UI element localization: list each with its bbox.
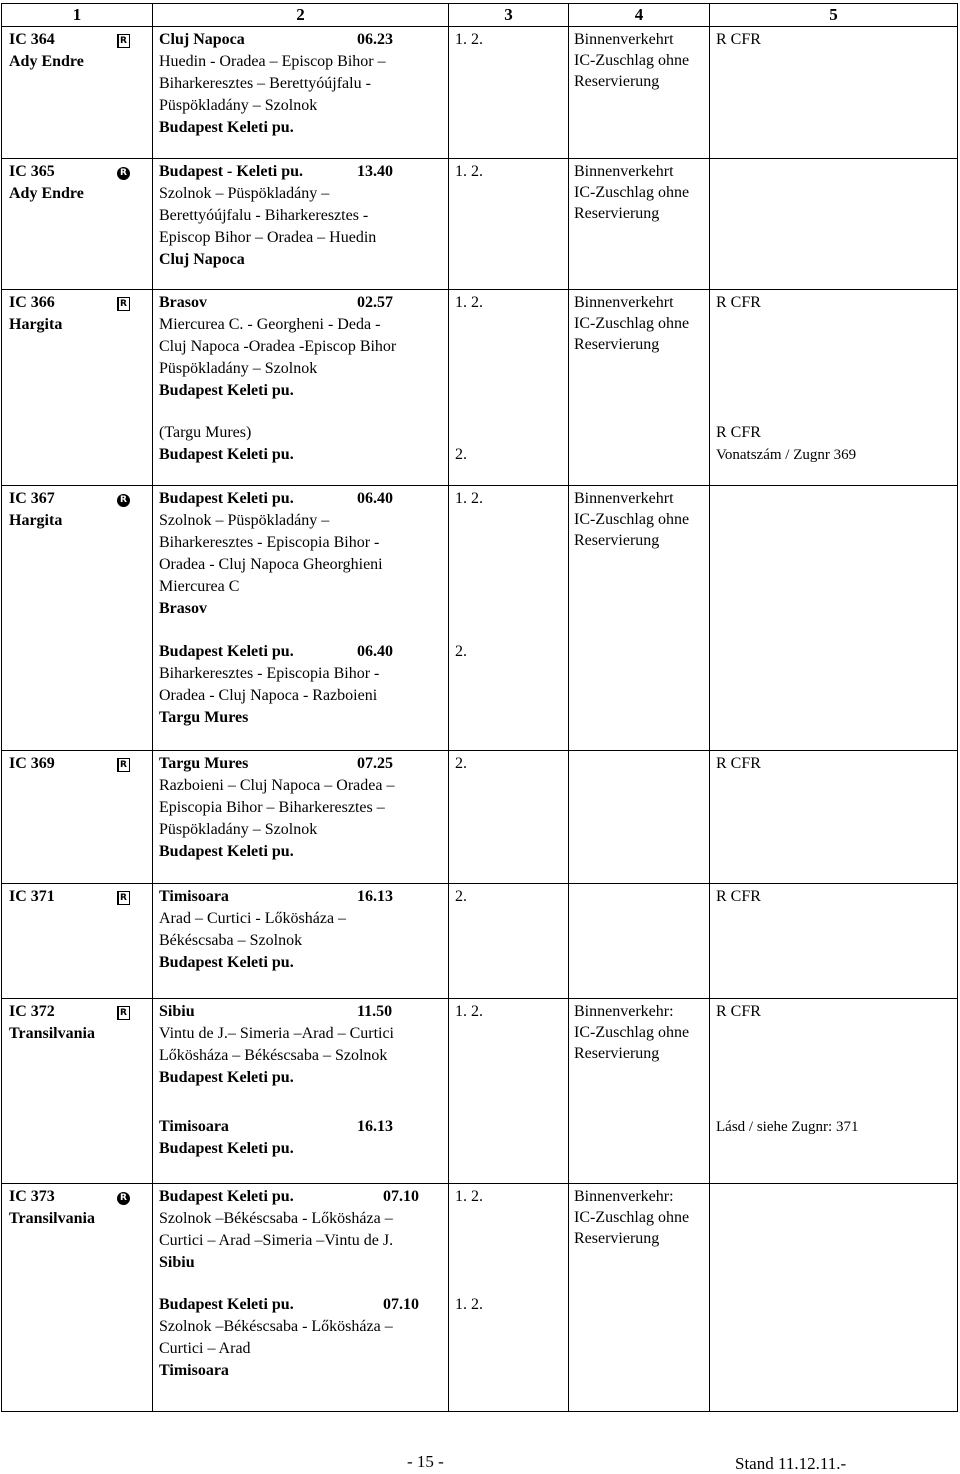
- table-row: [2, 159, 958, 290]
- route-start: Timisoara: [159, 888, 229, 905]
- stand-date: Stand 11.12.11.-: [735, 1454, 847, 1473]
- route-stop: Curtici – Arad: [159, 1339, 251, 1357]
- table-row: [2, 486, 958, 639]
- route-end: Budapest Keleti pu.: [159, 843, 294, 860]
- reservation-required-icon: R: [117, 494, 130, 507]
- info-line: IC-Zuschlag ohne: [574, 1209, 690, 1226]
- table-row-branch: [2, 420, 958, 486]
- departure-time: 16.13: [357, 888, 393, 905]
- classes: 1. 2.: [455, 1295, 483, 1313]
- route-stop: Szolnok –Békéscsaba - Lőkösháza –: [159, 1210, 393, 1227]
- route-stop: Episcop Bihor – Oradea – Huedin: [159, 229, 377, 246]
- route-stop: Szolnok – Püspökladány –: [159, 512, 330, 529]
- classes: 1. 2.: [455, 1188, 483, 1205]
- info-line: Binnenverkehr:: [574, 1188, 674, 1205]
- classes: 2.: [455, 642, 467, 660]
- classes: 2.: [455, 888, 467, 905]
- reservation: R CFR: [716, 1003, 761, 1020]
- route-start: Budapest Keleti pu.: [159, 1295, 294, 1313]
- route-start: Cluj Napoca: [159, 31, 245, 48]
- route-stop: Biharkeresztes – Berettyóújfalu -: [159, 75, 371, 92]
- header-col-1: 1: [2, 4, 153, 27]
- info-line: IC-Zuschlag ohne: [574, 52, 690, 69]
- table-row: [2, 27, 958, 159]
- train-name: Transilvania: [9, 1025, 95, 1042]
- reservation: R CFR: [716, 755, 761, 772]
- info-line: Reservierung: [574, 1230, 660, 1247]
- departure-time: 02.57: [357, 294, 393, 311]
- timetable: [1, 3, 958, 1412]
- route-start: Budapest Keleti pu.: [159, 642, 294, 660]
- route-stop: Püspökladány – Szolnok: [159, 821, 318, 838]
- route-end: Budapest Keleti pu.: [159, 954, 294, 971]
- route-stop: Huedin - Oradea – Episcop Bihor –: [159, 53, 386, 70]
- classes: 1. 2.: [455, 490, 483, 507]
- route-end: Budapest Keleti pu.: [159, 1139, 294, 1157]
- route-stop: Oradea - Cluj Napoca - Razboieni: [159, 686, 378, 704]
- train-number: IC 366: [9, 294, 55, 311]
- info-line: Reservierung: [574, 73, 660, 90]
- info-line: Binnenverkehrt: [574, 163, 674, 180]
- route-stop: Miercurea C. - Georgheni - Deda -: [159, 316, 381, 333]
- info-line: IC-Zuschlag ohne: [574, 511, 690, 528]
- info-line: Reservierung: [574, 1045, 660, 1062]
- route-end: Budapest Keleti pu.: [159, 1069, 294, 1086]
- reservation: [710, 1184, 957, 1186]
- departure-time: 06.40: [357, 642, 393, 660]
- route-stop: Curtici – Arad –Simeria –Vintu de J.: [159, 1232, 394, 1249]
- route-start: Targu Mures: [159, 755, 249, 772]
- reservation-optional-icon: R: [117, 34, 130, 48]
- route-stop: Episcopia Bihor – Biharkeresztes –: [159, 799, 385, 816]
- header-col-5: 5: [710, 4, 958, 27]
- departure-time: 06.23: [357, 31, 393, 48]
- info-line: Reservierung: [574, 205, 660, 222]
- table-row-branch: [2, 1114, 958, 1184]
- route-start: Budapest Keleti pu.: [159, 490, 294, 507]
- reservation: R CFR: [716, 423, 761, 441]
- route-end: Budapest Keleti pu.: [159, 445, 294, 463]
- table-row: [2, 751, 958, 884]
- route-stop: Arad – Curtici - Lőkösháza –: [159, 910, 347, 927]
- table-row: [2, 884, 958, 999]
- train-number: IC 365: [9, 163, 55, 180]
- page-footer: [0, 1452, 960, 1474]
- route-stop: (Targu Mures): [159, 423, 252, 441]
- classes: 1. 2.: [455, 163, 483, 180]
- train-number: IC 369: [9, 755, 55, 772]
- route-stop: Cluj Napoca -Oradea -Episcop Bihor: [159, 338, 397, 355]
- classes: 2.: [455, 755, 467, 772]
- table-row-branch: [2, 1292, 958, 1412]
- route-start: Budapest Keleti pu.: [159, 1188, 294, 1205]
- reservation-optional-icon: R: [117, 891, 130, 905]
- route-end: Brasov: [159, 600, 207, 617]
- classes: 1. 2.: [455, 31, 483, 48]
- reservation-optional-icon: R: [117, 1006, 130, 1020]
- route-stop: Biharkeresztes - Episcopia Bihor -: [159, 534, 380, 551]
- table-row: [2, 1184, 958, 1292]
- route-start: Sibiu: [159, 1003, 195, 1020]
- route-stop: Vintu de J.– Simeria –Arad – Curtici: [159, 1025, 394, 1042]
- info-line: Binnenverkehrt: [574, 31, 674, 48]
- header-col-4: 4: [569, 4, 710, 27]
- train-number: IC 367: [9, 490, 55, 507]
- info-line: Binnenverkehr:: [574, 1003, 674, 1020]
- reservation-optional-icon: R: [117, 758, 130, 772]
- route-end: Cluj Napoca: [159, 251, 245, 268]
- info-line: Reservierung: [574, 532, 660, 549]
- departure-time: 07.25: [357, 755, 393, 772]
- route-stop: Békéscsaba – Szolnok: [159, 932, 303, 949]
- reservation: R CFR: [716, 294, 761, 311]
- departure-time: 07.10: [383, 1188, 419, 1205]
- train-number: IC 371: [9, 888, 55, 905]
- classes: 2.: [455, 445, 467, 463]
- route-end: Budapest Keleti pu.: [159, 119, 294, 136]
- header-col-2: 2: [153, 4, 449, 27]
- reservation-optional-icon: R: [117, 297, 130, 311]
- page-number: - 15 -: [407, 1452, 444, 1471]
- info-line: Binnenverkehrt: [574, 294, 674, 311]
- route-end: Budapest Keleti pu.: [159, 382, 294, 399]
- header-col-3: 3: [449, 4, 569, 27]
- route-stop: Berettyóújfalu - Biharkeresztes -: [159, 207, 369, 224]
- table-row: [2, 999, 958, 1114]
- route-end: Timisoara: [159, 1361, 229, 1379]
- route-stop: Miercurea C: [159, 578, 240, 595]
- route-stop: Püspökladány – Szolnok: [159, 360, 318, 377]
- route-start: Timisoara: [159, 1117, 229, 1135]
- table-row: [2, 290, 958, 420]
- route-stop: Püspökladány – Szolnok: [159, 97, 318, 114]
- reservation: [710, 486, 957, 488]
- route-stop: Razboieni – Cluj Napoca – Oradea –: [159, 777, 395, 794]
- classes: 1. 2.: [455, 294, 483, 311]
- reservation-note: Vonatszám / Zugnr 369: [716, 446, 857, 463]
- info-line: IC-Zuschlag ohne: [574, 315, 690, 332]
- train-number: IC 364: [9, 31, 55, 48]
- reservation: R CFR: [716, 888, 761, 905]
- train-number: IC 372: [9, 1003, 55, 1020]
- departure-time: 16.13: [357, 1117, 393, 1135]
- reservation: R CFR: [716, 31, 761, 48]
- route-stop: Biharkeresztes - Episcopia Bihor -: [159, 664, 380, 682]
- info-line: IC-Zuschlag ohne: [574, 1024, 690, 1041]
- train-number: IC 373: [9, 1188, 55, 1205]
- reservation-required-icon: R: [117, 167, 130, 180]
- departure-time: 06.40: [357, 490, 393, 507]
- route-start: Brasov: [159, 294, 207, 311]
- train-name: Ady Endre: [9, 185, 84, 202]
- departure-time: 13.40: [357, 163, 393, 180]
- info-line: IC-Zuschlag ohne: [574, 184, 690, 201]
- train-name: Hargita: [9, 512, 63, 529]
- info-line: Binnenverkehrt: [574, 490, 674, 507]
- route-start: Budapest - Keleti pu.: [159, 163, 304, 180]
- classes: 1. 2.: [455, 1003, 483, 1020]
- route-end: Targu Mures: [159, 708, 249, 726]
- train-name: Ady Endre: [9, 53, 84, 70]
- train-name: Hargita: [9, 316, 63, 333]
- route-stop: Szolnok – Püspökladány –: [159, 185, 330, 202]
- header-row: [2, 4, 958, 27]
- reservation-note: Lásd / siehe Zugnr: 371: [716, 1118, 859, 1135]
- reservation: [710, 159, 957, 161]
- table-row-branch: [2, 639, 958, 751]
- departure-time: 07.10: [383, 1295, 419, 1313]
- route-end: Sibiu: [159, 1254, 195, 1271]
- route-stop: Szolnok –Békéscsaba - Lőkösháza –: [159, 1317, 393, 1335]
- route-stop: Lőkösháza – Békéscsaba – Szolnok: [159, 1047, 388, 1064]
- departure-time: 11.50: [357, 1003, 393, 1020]
- route-stop: Oradea - Cluj Napoca Gheorghieni: [159, 556, 383, 573]
- train-name: Transilvania: [9, 1210, 95, 1227]
- info-line: Reservierung: [574, 336, 660, 353]
- reservation-required-icon: R: [117, 1192, 130, 1205]
